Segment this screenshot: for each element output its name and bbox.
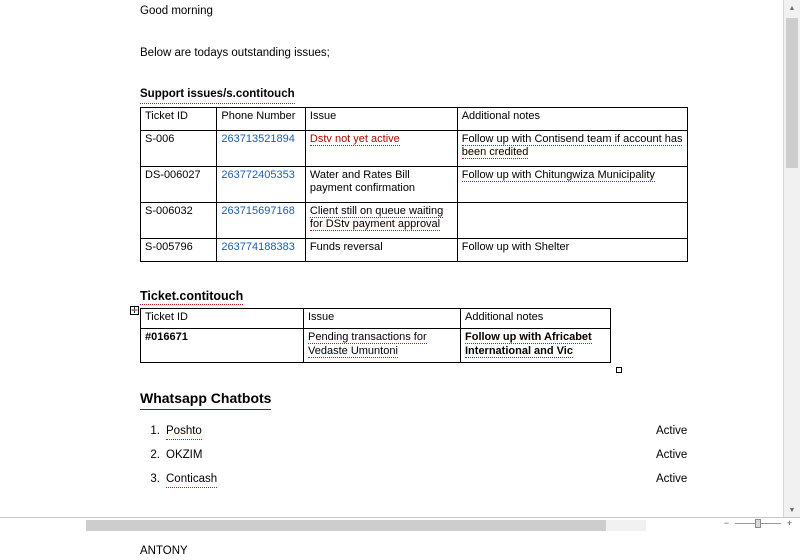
column-header-issue: Issue [304, 309, 461, 329]
list-item-label: OKZIM [166, 448, 203, 461]
scroll-down-arrow-icon[interactable]: ▼ [784, 502, 800, 518]
cell-additional-notes [457, 130, 687, 166]
cell-additional-notes: Follow up with Shelter [457, 238, 687, 261]
column-header-ticket-id: Ticket ID [141, 309, 304, 329]
greeting-paragraph: Good morning [140, 5, 213, 17]
column-header-phone-number: Phone Number [217, 107, 305, 130]
cell-issue-text: Dstv not yet active [309, 132, 400, 145]
table-row[interactable] [141, 166, 688, 202]
cell-issue: Funds reversal [305, 238, 457, 261]
page-left-margin [0, 0, 86, 518]
cell-issue: Water and Rates Bill payment confirmation [305, 166, 457, 202]
column-header-ticket-id: Ticket ID [141, 107, 217, 130]
cell-ticket-id: DS-006027 [141, 166, 217, 202]
chatbots-heading-text: Whatsapp Chatbots [140, 389, 271, 410]
cell-phone-number: 263713521894 [217, 130, 305, 166]
signoff-name: ANTONY [140, 545, 188, 558]
cell-issue-text: Client still on queue waiting for DStv payment approval [309, 204, 444, 231]
zoom-slider[interactable] [735, 519, 781, 528]
list-item-number: 2. [150, 448, 160, 461]
table-header-row [141, 309, 611, 329]
chatbots-heading [140, 389, 688, 410]
cell-ticket-id: S-005796 [141, 238, 217, 261]
cell-issue-text: Pending transactions for Vedaste Umuntoni [308, 331, 427, 358]
ticket-section-heading-text: Ticket.contitouch [140, 288, 243, 306]
horizontal-scrollbar[interactable] [86, 520, 646, 531]
list-item-label: Poshto [166, 424, 202, 441]
vertical-scrollbar[interactable] [783, 0, 800, 518]
table-row[interactable] [141, 202, 688, 238]
list-item [140, 448, 688, 472]
support-section-heading-text: Support issues/s.contitouch [140, 87, 295, 104]
table-row[interactable] [141, 130, 688, 166]
list-item-number: 1. [150, 424, 160, 437]
list-item-label: Conticash [166, 472, 217, 489]
support-issues-table[interactable] [140, 107, 688, 262]
cell-issue [305, 202, 457, 238]
cell-issue [305, 130, 457, 166]
zoom-slider-handle[interactable] [755, 519, 761, 528]
cell-ticket-id: #016671 [141, 329, 304, 363]
cell-phone-number: 263715697168 [217, 202, 305, 238]
column-header-additional-notes: Additional notes [461, 309, 611, 329]
bottom-status-bar [0, 517, 800, 533]
column-header-issue: Issue [305, 107, 457, 130]
table-move-handle-icon[interactable]: ✛ [131, 306, 138, 316]
cell-issue [304, 329, 461, 363]
table-header-row [141, 107, 688, 130]
cell-additional-notes [457, 166, 687, 202]
cell-phone-number: 263772405353 [217, 166, 305, 202]
list-item-number: 3. [150, 472, 160, 485]
status-badge: Active [656, 472, 688, 485]
ticket-table[interactable] [140, 308, 611, 363]
scroll-up-arrow-icon[interactable]: ▲ [784, 0, 800, 16]
vertical-scrollbar-thumb[interactable] [786, 18, 798, 168]
table-row[interactable] [141, 238, 688, 261]
status-badge: Active [656, 448, 688, 461]
cell-phone-number: 263774188383 [217, 238, 305, 261]
list-item [140, 472, 688, 496]
cell-additional-notes-text: Follow up with Chitungwiza Municipality [461, 168, 655, 181]
cell-additional-notes [461, 329, 611, 363]
zoom-out-icon[interactable]: − [723, 518, 730, 528]
cell-ticket-id: S-006032 [141, 202, 217, 238]
table-row[interactable] [141, 329, 611, 363]
intro-paragraph: Below are todays outstanding issues; [140, 46, 330, 59]
table-resize-handle-icon[interactable] [616, 367, 622, 373]
cell-additional-notes-text: Follow up with Africabet International and Vic [465, 331, 592, 358]
cell-additional-notes-text: Follow up with Contisend team if account has been credited [461, 132, 683, 159]
ticket-section-heading [140, 288, 688, 306]
zoom-in-icon[interactable]: + [786, 518, 793, 528]
list-item [140, 424, 688, 448]
cell-ticket-id: S-006 [141, 130, 217, 166]
support-section-heading [140, 87, 688, 104]
column-header-additional-notes: Additional notes [457, 107, 687, 130]
status-badge: Active [656, 424, 688, 437]
ticket-table-wrapper [131, 306, 610, 363]
zoom-control[interactable] [722, 519, 794, 528]
horizontal-scrollbar-thumb[interactable] [86, 520, 606, 531]
document-body[interactable] [131, 0, 688, 560]
cell-additional-notes [457, 202, 687, 238]
